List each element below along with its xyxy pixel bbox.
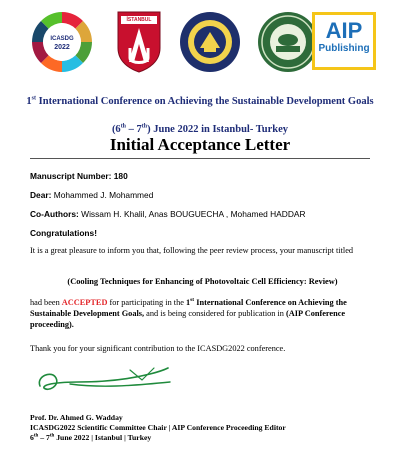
istanbul-university-logo [114,10,164,74]
manuscript-number-field: Manuscript Number: 180 [30,171,128,181]
istanbul-label: İSTANBUL [126,17,152,23]
congratulations-text: Congratulations! [30,228,97,238]
paper-title: (Cooling Techniques for Enhancing of Photovoltaic Cell Efficiency: Review) [67,277,338,286]
sdg-wheel-logo [30,10,94,74]
aip-logo-text: AIP [325,18,363,43]
signatory-date: 6th – 7th June 2022 | Istanbul | Turkey [30,433,152,442]
signatory-role: ICASDG2022 Scientific Committee Chair | AIP Conference Proceeding Editor [30,423,286,432]
title-divider [30,158,370,159]
conference-title: 1st International Conference on Achieving the Sustainable Development Goals [26,95,374,107]
aip-logo-subtext: Publishing [318,43,370,54]
coauthors-field: Co-Authors: Wissam H. Khalil, Anas BOUGUECHA , Mohamed HADDAR [30,209,306,219]
dear-field: Dear: Mohammed J. Mohammed [30,190,154,200]
green-emblem-logo [256,10,320,74]
intro-paragraph: It is a great pleasure to inform you that, following the peer review process, your manuscript titled [30,246,354,255]
university-seal-logo [178,10,242,74]
handwritten-signature [30,360,190,400]
letter-title: Initial Acceptance Letter [109,135,291,154]
accepted-status: ACCEPTED [61,298,108,307]
logo-row [30,10,376,74]
acceptance-paragraph: had been ACCEPTED for participating in the 1st International Conference on Achieving the Sustainable Development Goals, and is being considered for publication in (AIP Conference proceeding). [30,297,347,329]
signatory-block [30,413,286,443]
conference-dates: (6th – 7th) June 2022 in Istanbul- Turkey [111,123,289,135]
signatory-name: Prof. Dr. Ahmed G. Wadday [30,413,123,422]
aip-publishing-logo [312,12,376,70]
svg-text:ICASDG: ICASDG [50,36,74,42]
svg-text:2022: 2022 [54,44,70,51]
thanks-paragraph: Thank you for your significant contribution to the ICASDG2022 conference. [30,344,286,353]
